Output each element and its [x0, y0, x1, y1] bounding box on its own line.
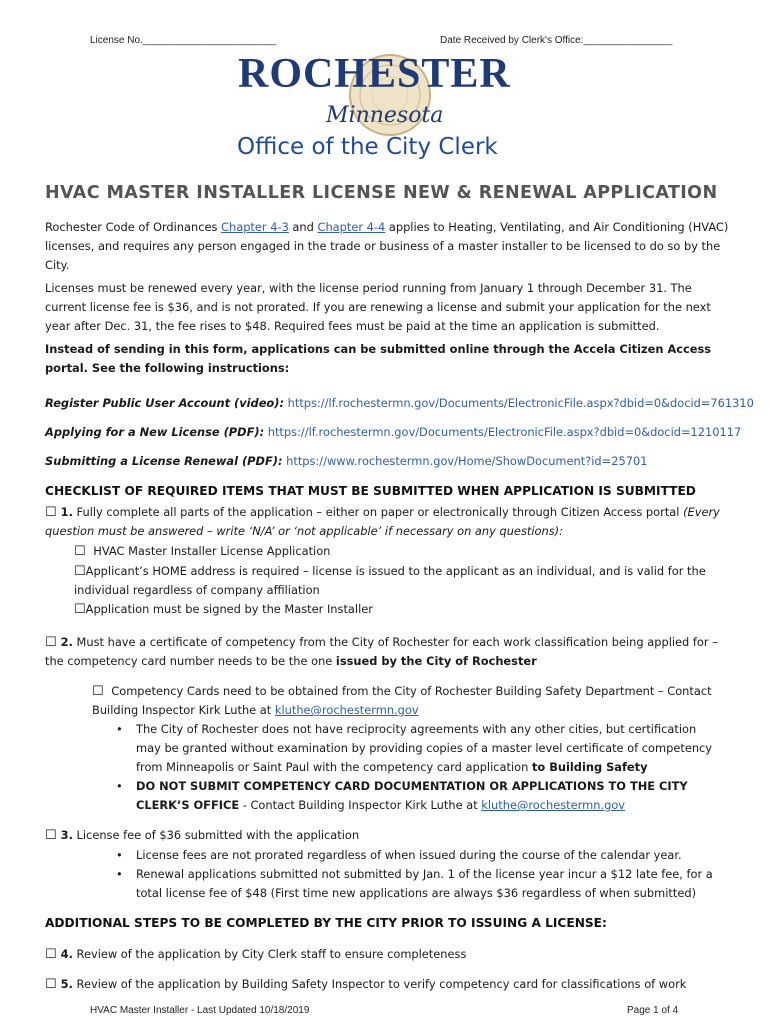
- bullet-icon: •: [116, 779, 123, 793]
- checklist-item-2-bullet-1: • The City of Rochester does not have reciprocity agreements with any other cities, but certification may be granted without examination by providing copies of a master level certificate of competency from Minneapolis or Saint Paul with the competency card application to Building Safety: [116, 722, 713, 774]
- additional-steps-heading: ADDITIONAL STEPS TO BE COMPLETED BY THE CITY PRIOR TO ISSUING A LICENSE:: [45, 916, 607, 930]
- additional-item-4: ☐ 4. Review of the application by City Clerk staff to ensure completeness: [45, 947, 467, 962]
- additional-item-5: ☐ 5. Review of the application by Building Safety Inspector to verify competency card for classifications of work: [45, 977, 687, 992]
- checkbox-icon[interactable]: ☐: [74, 602, 86, 617]
- intro-paragraph-3: Instead of sending in this form, applications can be submitted online through the Accela Citizen Access portal. See the following instructions:: [45, 342, 712, 375]
- bullet-icon: •: [116, 867, 123, 881]
- intro-paragraph-1: Rochester Code of Ordinances Chapter 4-3 and Chapter 4-4 applies to Heating, Ventilating, and Air Conditioning (HVAC) licenses, and requires any person engaged in the trade or business of a master installer to be licensed to do so by the City.: [45, 220, 729, 272]
- email-link[interactable]: kluthe@rochestermn.gov: [274, 703, 419, 717]
- email-link[interactable]: kluthe@rochestermn.gov: [481, 798, 626, 812]
- checkbox-icon[interactable]: ☐: [92, 684, 104, 699]
- checkbox-icon[interactable]: ☐: [74, 564, 86, 579]
- license-no-field: License No.________________________: [90, 35, 277, 46]
- checklist-item-1-sub-1: ☐ HVAC Master Installer License Application: [74, 544, 331, 559]
- checklist-item-1: ☐ 1. Fully complete all parts of the application – either on paper or electronically through Citizen Access portal (Every question must be answered – write ‘N/A’ or ‘not applicable’ if necessary on any questions):: [45, 505, 720, 538]
- checklist-heading: CHECKLIST OF REQUIRED ITEMS THAT MUST BE SUBMITTED WHEN APPLICATION IS SUBMITTED: [45, 484, 696, 498]
- logo-state-name: Minnesota: [326, 103, 444, 128]
- new-license-url[interactable]: https://lf.rochestermn.gov/Documents/ElectronicFile.aspx?dbid=0&docid=1210117: [267, 425, 742, 439]
- checklist-item-3-bullet-1: • License fees are not prorated regardless of when issued during the course of the calendar year.: [136, 846, 721, 865]
- chapter-4-4-link[interactable]: Chapter 4-4: [317, 220, 386, 234]
- intro-paragraph-2: Licenses must be renewed every year, with the license period running from January 1 through December 31. The current license fee is $36, and is not prorated. If you are renewing a license and submit your application for the next year after Dec. 31, the fee rises to $48. Required fees must be paid at the time an application is submitted.: [45, 281, 711, 333]
- checkbox-icon[interactable]: ☐: [74, 544, 86, 559]
- checkbox-icon[interactable]: ☐: [45, 828, 57, 843]
- checklist-item-3-bullet-2: • Renewal applications submitted not submitted by Jan. 1 of the license year incur a $12 late fee, for a total license fee of $48 (First time new applications are always $36 regardless of when submitted): [116, 867, 713, 900]
- renewal-url[interactable]: https://www.rochestermn.gov/Home/ShowDocument?id=25701: [286, 454, 648, 468]
- logo-office-name: Office of the City Clerk: [237, 134, 498, 160]
- date-received-field: Date Received by Clerk's Office:________________: [440, 35, 673, 46]
- page-title: HVAC MASTER INSTALLER LICENSE NEW & RENEWAL APPLICATION: [45, 183, 718, 203]
- bullet-icon: •: [116, 722, 123, 736]
- checklist-item-1-sub-2: ☐Applicant’s HOME address is required – license is issued to the applicant as an individual, and is valid for the individual regardless of company affiliation: [74, 564, 706, 597]
- checkbox-icon[interactable]: ☐: [45, 505, 57, 520]
- link-register-account: Register Public User Account (video): https://lf.rochestermn.gov/Documents/ElectronicFile.aspx?dbid=0&docid=761310: [45, 396, 754, 410]
- footer-page-number: Page 1 of 4: [627, 1005, 679, 1016]
- checkbox-icon[interactable]: ☐: [45, 947, 57, 962]
- checklist-item-2-sub: ☐ Competency Cards need to be obtained from the City of Rochester Building Safety Department – Contact Building Inspector Kirk Luthe at kluthe@rochestermn.gov: [92, 684, 712, 717]
- link-new-license: Applying for a New License (PDF): https://lf.rochestermn.gov/Documents/ElectronicFile.aspx?dbid=0&docid=1210117: [45, 425, 742, 439]
- link-renewal: Submitting a License Renewal (PDF): https://www.rochestermn.gov/Home/ShowDocument?id=25701: [45, 454, 648, 468]
- footer-left: HVAC Master Installer - Last Updated 10/18/2019: [90, 1005, 310, 1016]
- checkbox-icon[interactable]: ☐: [45, 977, 57, 992]
- checkbox-icon[interactable]: ☐: [45, 635, 57, 650]
- chapter-4-3-link[interactable]: Chapter 4-3: [221, 220, 289, 234]
- checklist-item-2: ☐ 2. Must have a certificate of competency from the City of Rochester for each work classification being applied for – the competency card number needs to be the one issued by the City of Rochester: [45, 635, 718, 668]
- checklist-item-2-bullet-2: • DO NOT SUBMIT COMPETENCY CARD DOCUMENTATION OR APPLICATIONS TO THE CITY CLERK’S OFFICE - Contact Building Inspector Kirk Luthe at kluthe@rochestermn.gov: [116, 779, 688, 812]
- register-account-url[interactable]: https://lf.rochestermn.gov/Documents/ElectronicFile.aspx?dbid=0&docid=761310: [287, 396, 754, 410]
- checklist-item-1-sub-3: ☐Application must be signed by the Master Installer: [74, 602, 373, 617]
- bullet-icon: •: [116, 848, 123, 862]
- checklist-item-3: ☐ 3. License fee of $36 submitted with the application: [45, 828, 360, 843]
- logo-city-name: ROCHESTER: [238, 51, 511, 97]
